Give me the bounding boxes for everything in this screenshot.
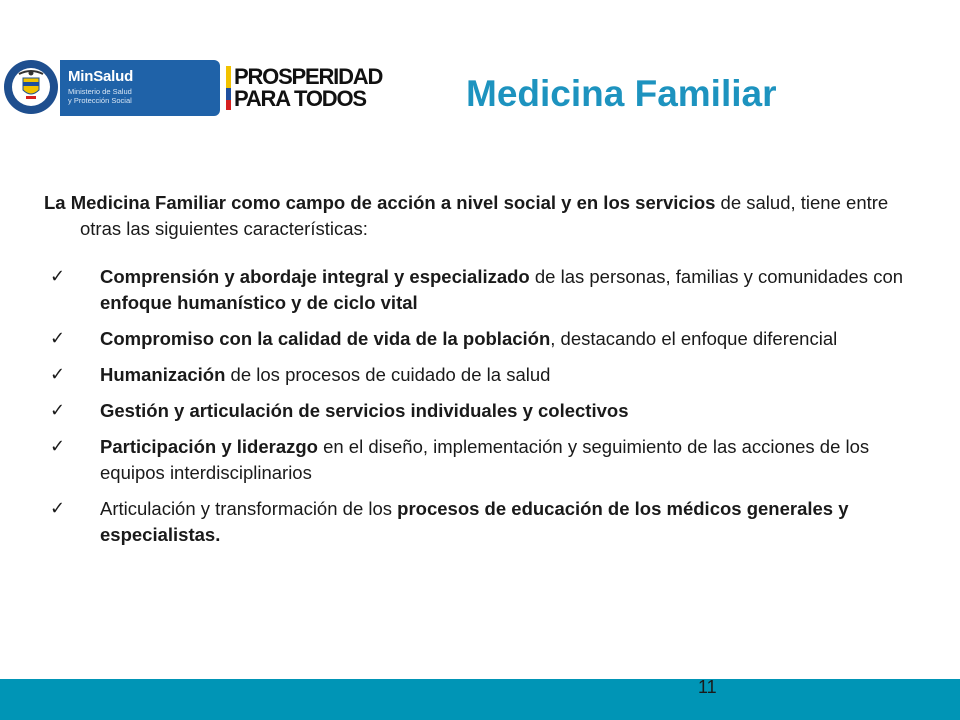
item-bold-text: Gestión y articulación de servicios individuales y colectivos [100, 400, 629, 421]
prosperidad-line-1: PROSPERIDAD [234, 64, 383, 89]
minsalud-logo-subtitle [68, 87, 208, 105]
item-bold-text: Comprensión y abordaje integral y especializado [100, 266, 530, 287]
list-item [44, 434, 924, 486]
list-item [44, 398, 924, 424]
colombia-coat-of-arms-seal [4, 60, 58, 114]
minsalud-logo-title: MinSalud [68, 68, 134, 85]
prosperidad-para-todos-logo [226, 64, 406, 114]
list-item [44, 326, 924, 352]
intro-bold-text: La Medicina Familiar como campo de acción a nivel social y en los servicios [44, 192, 716, 213]
checkmark-icon: ✓ [50, 400, 66, 421]
minsalud-logo [60, 60, 220, 116]
flag-blue-stripe [226, 88, 231, 100]
footer-bar [0, 679, 960, 720]
item-text: Articulación y transformación de los [100, 498, 398, 519]
item-text: , destacando el enfoque diferencial [550, 328, 838, 349]
slide-header [0, 0, 960, 160]
list-item [44, 362, 924, 388]
item-text: en el diseño, implementación y seguimiento de las acciones de los equipos interdisciplinarios [100, 436, 870, 483]
intro-regular-text: de salud, tiene entre otras las siguientes características: [80, 192, 889, 239]
checkmark-icon: ✓ [50, 364, 66, 385]
intro-paragraph [44, 190, 924, 242]
checkmark-icon: ✓ [50, 436, 66, 457]
item-bold-text: enfoque humanístico y de ciclo vital [100, 292, 418, 313]
checkmark-icon: ✓ [50, 498, 66, 519]
page-number: 11 [698, 677, 717, 697]
checkmark-icon: ✓ [50, 328, 66, 349]
coat-of-arms-icon [4, 60, 58, 114]
item-text: de las personas, familias y comunidades con [529, 266, 904, 287]
item-text: de los procesos de cuidado de la salud [225, 364, 551, 385]
checkmark-icon: ✓ [50, 266, 66, 287]
item-bold-text: Participación y liderazgo [100, 436, 318, 457]
prosperidad-line-2: PARA TODOS [234, 86, 366, 111]
characteristics-list [44, 264, 924, 548]
flag-red-stripe [226, 100, 231, 110]
item-bold-text: procesos de educación de los médicos generales y especialistas. [100, 498, 849, 545]
list-item [44, 264, 924, 316]
minsalud-subtitle-line-1: Ministerio de Salud [68, 87, 132, 96]
slide-title: Medicina Familiar [466, 73, 777, 114]
list-item [44, 496, 924, 548]
minsalud-subtitle-line-2: y Protección Social [68, 96, 132, 105]
item-bold-text: Humanización [100, 364, 226, 385]
flag-yellow-stripe [226, 66, 231, 88]
slide-body [44, 190, 924, 558]
item-bold-text: Compromiso con la calidad de vida de la población [100, 328, 551, 349]
